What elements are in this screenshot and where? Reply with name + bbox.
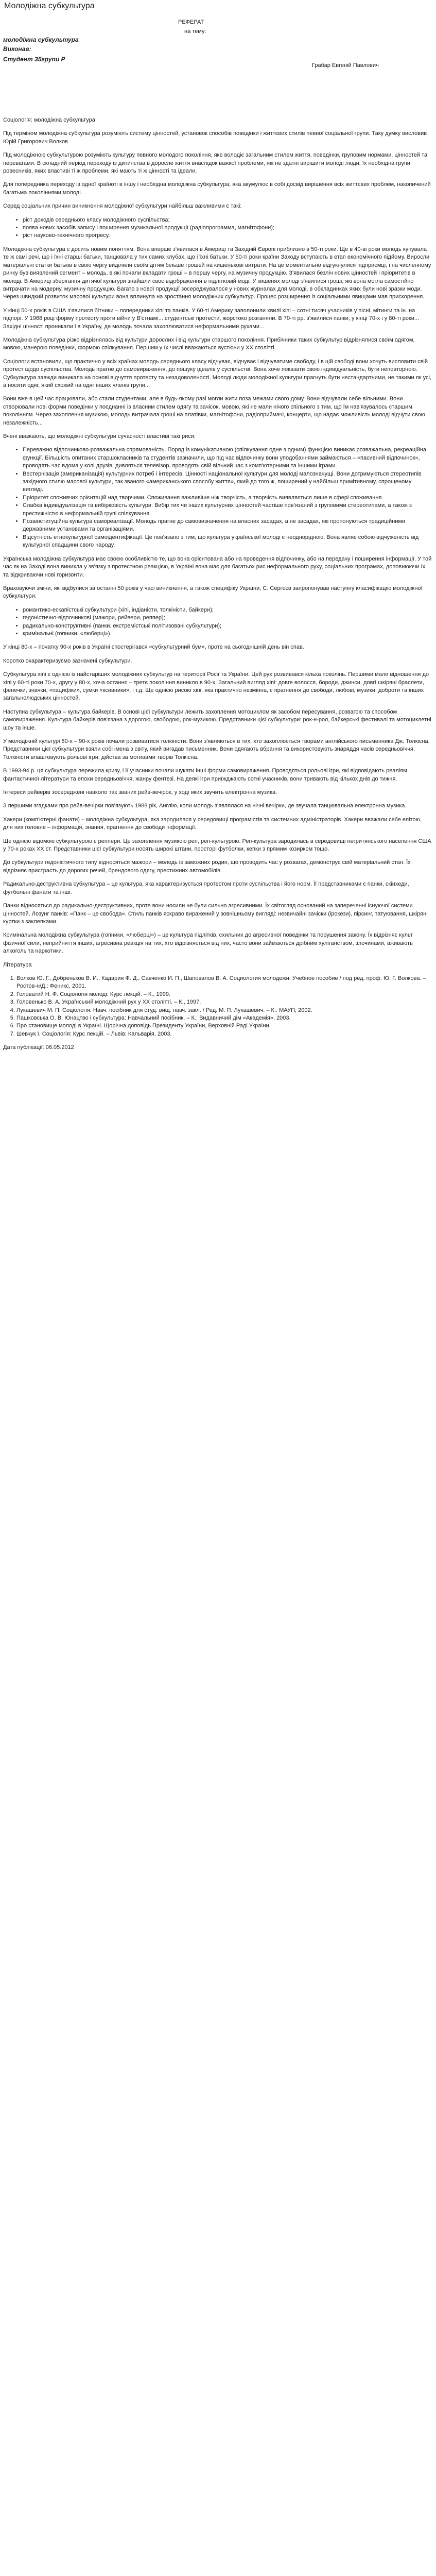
ref-label: РЕФЕРАТ bbox=[178, 19, 204, 25]
paragraph: Серед соціальних причин виникнення молодіжної субкультури найбільш важливими є такі: bbox=[3, 203, 242, 210]
paragraph: Молодіжна субкультура є досить новим поняттям. Вона вперше з'явилася в Америці та Західній Європі приблизно в 50-ті роки. Ще в 40-ві роки молодь купувала те ж самі речі, що і їхні старші батьки, танцювала у тих самих клубах, що і їхні батьки. У 50-ті роки країни Заходу вступають в етап економічного підйому. Виросли матеріальні статки батьків в свою чергу виділяли своїм дітям більше грошей на кишенькові витрати. На це моментально відгукнулися підприємці, і на численному ринку був виявлений сегмент – молодь, в які почали вкладати гроші – в першу чергу, на музичну продукцію. З'явилася безліч нових цінностей і пріоритетів в молоді. В Америці зберігання дитячої культури знайшли своє відображення в підлітковій моді. У кишенях молоді з'явилися гроші, які вона могла самостійно витрачати на модерну, музичну продукцію. Багато з нової продукції зосереджувалося у нових журналах для молоді, в обкладинках яких були нові зразки моди. Через швидкий розвиток масової культури вона вплинула на зростання молодіжних субкультур. Процес розширення із соціальними явищами мав прискорення. bbox=[3, 246, 431, 300]
literature-item: 3. Головенько В. А. Український молодіжний рух у ХХ столітті. – К., 1997. bbox=[16, 998, 432, 1006]
student: Студент 35групи Р bbox=[3, 56, 65, 63]
paragraph: Під молодіжною субкультурою розуміють культуру певного молодого покоління, яке володіє загальним стилем життя, поведінки, груповим нормами, цінностей та перевагами. В складний період переходу із дитинства в доросле життя внаслідок важкої проблеми, які не здатні вирішити молоді люди, їх необхідна групи ровесників, яких властиві ті ж проблеми, які мають ті ж цінності та ідеали. bbox=[3, 152, 428, 175]
page-title: Молодіжна субкультура bbox=[4, 2, 95, 10]
literature-item: 6. Про становище молоді в Україні. Щорічна доповідь Президенту України, Верховній Раді України. bbox=[16, 1022, 432, 1030]
paragraph: Ще однією відомою субкультурою є реппери. Це захоплення музикою реп, реп-культурою. Реп-культура зародилась в середовищі негритянського населення США у 70-х роках ХХ ст. Представники цієї субкультури носять широкі штани, просторі футболки, кепки з прямим козирком тощо. bbox=[3, 838, 431, 853]
list-item: • Переважно відпочинково-розважальна спрямованість. Поряд із комунікативною (спілкування одне з одним) функцією виникає розважальна, рекреаційна функції. Більшість опитаних старшокласників та студентів зазначили, що під час відпочинку вони уподобаннями займаються – «пасивний відпочинок», проводять час вдома у колі друзів, дивляться телевізор, проводять свій вільний час з комп'ютерними та іншими іграми. bbox=[23, 446, 432, 470]
paragraph: Українська молодіжна субкультура має своєю особливістю те, що вона орієнтована або на проведення відпочинку, або на передачу і поширення інформації. У той час як на Заході вона виникла у зв'язку з протестною реакцією, в Україні вона має для багатьох рис неформального руху, соціальних програмах, доповнюючи їх та відкриваючи нові горизонти. bbox=[3, 555, 432, 578]
paragraph: До субкультури гедоністичного типу відносяться мажори – молодь із заможних родин, що проводить час у розвагах, демонструє свій матеріальний стан. Їх відрізняє пристрасть до дорогих речей, брендового одягу, престижних автомобілів. bbox=[3, 859, 411, 874]
literature-heading: Література bbox=[3, 961, 32, 968]
paragraph: Панки відносяться до радикально-деструктивних, проте вони носили не були сильно агресивними. Їх світогляд оснований на запереченні існуючої системи цінностей. Лозунг панків: «Панк – це свобода». Стиль панків яскраво виражений у зовнішньому вигляді: незвичайні зачіски (ірокези), пірсинг, татуювання, шкіряні куртки з заклепками. bbox=[3, 903, 428, 925]
paragraph: Коротко охарактеризуємо зазначені субкультури. bbox=[3, 657, 132, 664]
literature-list bbox=[3, 975, 432, 1038]
paragraph: Під терміном молодіжна субкультура розуміють систему цінностей, установок способів поведінки і життєвих стилів певної соціальної групи. Таку думку висловив Юрій Григорович Волков bbox=[3, 130, 427, 145]
paragraphs-block-2 bbox=[3, 246, 432, 427]
list-item: • поява нових засобів запису і поширення музикальної продукції (радіопрограмма, магнітофони); bbox=[23, 224, 432, 232]
list-item: • гедоністично-відпочинкові (мажори, рейвери, реппер); bbox=[23, 614, 432, 622]
paragraph: Хакери (комп'ютерні фанати) – молодіжна субкультура, яка зародилася у середовищі програмістів та системних адміністраторів. Хакери вважали себе елітою, для них головне – інформація, знання, прагнення до свободи інформації. bbox=[3, 816, 422, 831]
list-item: • романтико-ескапістські субкультури (хіпі, індіаністи, толкіністи, байкери); bbox=[23, 606, 432, 614]
paragraph: Вони вже в цей час працювали, або стали студентами, але в будь-якому разі могли жити поза межами свого дому. Вони відчували себе вільними. Вони створювали нові форми поведінки у поєднанні із власним стилем одягу та зачісок, мовою, які не мали нічого спільного з тим, що їм нав'язувалось старшим поколінням. Через захоплення музикою, молодь витрачала гроші на платівки, магнітофони, радіоприймачі, концерти, що надає можливість молоді відчути свою незалежність... bbox=[3, 396, 425, 426]
paragraph: Соціологи встановили, що практично у всіх країнах молодь середнього класу відчуває, відчуває і відчуватиме свободу, і в цій свободі вони хочуть висловити свій протест щодо суспільства. Молодь прагне до самовираження, до пошуку ідеалів у суспільстві. Вона хоче показати свою індивідуальність, бути неповторною. Субкультура завжди виникала на основі відчуття протесту та незадоволеності. Молоді люди молодіжної культури прагнуть бути нестандартними, не такими як усі, а носити одяг, який схожий на одяг інших членів групи... bbox=[3, 358, 431, 388]
literature-item: 5. Пашковська О. В. Юнацтво і субкультура: Навчальний посібник. – К.: Видавничий дім «Академія», 2003. bbox=[16, 1014, 432, 1022]
paragraph: Радикально-деструктивна субкультура – це культура, яка характеризується протестом проти суспільства і його норм. Її представниками є панки, скінхеди, футбольні фанати та інші. bbox=[3, 881, 409, 895]
paragraph: В 1993-94 р. ця субкультура пережила кризу, і її учасники почали шукати інші форми самовираження. Проводяться рольові ігри, які відповідають реаліям фантастичної літератури та епохи середньовіччя, жанру фентезі. На деякі ігри приїжджають сотні учасників, вони тривають від кількох днів до тижня. bbox=[3, 768, 407, 782]
paragraph: Молодіжна субкультура різко відрізнялась від культури дорослих і від культури старшого покоління. Прибічники таких субкультур відрізнялися своїм одягом, мовою, манерою поведінки, формою спілкування. Першим у їх числі вважаються вустюни у ХХ столітті. bbox=[3, 336, 415, 351]
list-item: • Позаінституційна культура самореалізації. Молодь прагне до самовизначення на власних засадах, а не засадах, які пропонуються традиційними державними установами та організаціями. bbox=[23, 518, 432, 534]
title-block bbox=[3, 19, 432, 116]
features-list bbox=[3, 446, 432, 549]
content bbox=[3, 116, 432, 1052]
list-item: • Слабка індивідуалізація та вибірковість культури. Вибір тих чи інших культурних цінностей частіше пов'язаний з груповими стереотипами, а також з престижністю в неформальній групі спілкування. bbox=[23, 502, 432, 518]
paragraphs-block-1 bbox=[3, 130, 432, 210]
paragraphs-block-4 bbox=[3, 643, 432, 796]
paragraph: У кінці 80-х – початку 90-х років в Україні спостерігався «субкультурний бум», проте на сьогоднішній день він спав. bbox=[3, 644, 304, 651]
paragraph: Враховуючи зміни, які відбулися за останні 50 років у часі виникнення, а також специфіку України, С. Сергєєв запропонував наступну класифікацію молодіжної субкультури: bbox=[3, 585, 423, 600]
list-item: • кримінальні (гопники, «люберці»). bbox=[23, 630, 432, 638]
intro-line: Соціологія: молодіжна субкультура bbox=[3, 117, 95, 123]
paragraph: Субкультура хіпі є однією із найстаріших молодіжних субкультур на території Росії та України. Цей рух розвивався кілька поколінь. Першими мали відношення до хіпі у 60-ті роки 70-х, другу у 80-х, хоча останнє – третє покоління виникло в 90-х. Загальний вигляд хіпі: довге волосся, бороди, джинси, довгі шкіряні браслети, фенечки, значки, «пацифіки», сумки «ксивники», і т.д. Ще однією рисою хіпі, яка практично незмінна, є прагнення до свободи, любові, музики, доброти та інших загальнолюдських цінностей. bbox=[3, 671, 429, 702]
paragraphs-block-5 bbox=[3, 802, 432, 955]
publication-date: Дата публікації: 06.05.2012 bbox=[3, 1044, 74, 1051]
paragraphs-block-3 bbox=[3, 555, 432, 601]
causes-list bbox=[3, 216, 432, 240]
literature-item: 7. Шевчук І. Соціологія: Курс лекцій. – Львів: Кальварія, 2003. bbox=[16, 1030, 432, 1038]
list-item: • Вестернізація (американізація) культурних потреб і інтересів. Цінності національної культури для молоді малозначущі. Вони дотримуються стереотипів західного стилю масової культури, так званого «американського способу життя», який до того ж, поширений у найбільш примітивному, спрощеному вигляді. bbox=[23, 470, 432, 494]
list-item: • Пріоритет споживчих орієнтацій над творчими. Споживання важливіше ніж творчість, а творчість виявляється лише в сфері споживання. bbox=[23, 494, 432, 502]
topic: молодіжна субкультура bbox=[3, 36, 79, 43]
features-intro: Вчені вважають, що молодіжні субкультури сучасності властиві такі риси: bbox=[3, 433, 196, 439]
paragraph: Кримінальна молодіжна субкультура (гопники, «люберці») – це культура підлітків, схильних до агресивної поведінки та порушення закону. Їх відрізняє культ фізичної сили, неприйняття інших, агресивна реакція на тих, хто відрізняється від них, часто вони займаються дрібним хуліганством, злочинами, вживають алкоголь та наркотики. bbox=[3, 932, 413, 955]
list-item: • Відсутність етнокультурної самоідентифікації. Це пов'язано з тим, що культура української молоді є неоднорідною. Вона являє собою відчуженість від культурної спадщини свого народу. bbox=[23, 534, 432, 550]
list-item: • ріст доходів середнього класу молодіжного суспільства; bbox=[23, 216, 432, 224]
list-item: • радикально-конструктивні (панки, екстремістські політизовані субкультури); bbox=[23, 622, 432, 630]
paragraph: З першими згадками про рейв-вечірки пов'язують 1988 рік, Англію, коли молодь з'являлася на нічні вечірки, де звучала танцювальна електронна музика. bbox=[3, 803, 407, 809]
author: Грабар Евгеній Павлович bbox=[312, 62, 379, 69]
literature-item: 2. Головатий Н. Ф. Соціологія молоді: Курс лекцій. – К., 1999. bbox=[16, 991, 432, 998]
literature-item: 1. Волков Ю. Г., Добреньков В. И., Кадария Ф. Д., Савченко И. П., Шаповалов В. А. Социология молодежи: Учебное пособие / под ред. проф. Ю. Г. Волкова. – Ростов-н/Д.: Феникс, 2001. bbox=[16, 975, 432, 991]
paragraph: Наступна субкультура – культура байкерів. В основі цієї субкультури лежить захоплення мотоциклом як засобом пересування, розвагою та способом самовираження. Культура байкерів пов'язана з дорогою, свободою, рок-музикою. Представники цієї субкультури: рок-н-рол, байкерські фестивалі та мотоциклетні шоу та інше. bbox=[3, 708, 431, 731]
performed-label: Виконав: bbox=[3, 45, 31, 53]
paragraph: У кінці 50-х років в США з'явилися бітники – попередники хіпі та панків. У 60-ті Америку заполонили хвилі хіпі – сотні тисяч учасників у пісні, мітинги та ін. на підпорі. У 1968 році форму протесту проти війни у В'єтнамі... студентські протести, жорстоко розганяли. В 70-ті рр. з'явилися панки, у кінці 70-х і у 80-ті роки... Західні цінності проникали і в Україну, де молодь почала захоплюватися неформальними рухами... bbox=[3, 307, 420, 330]
literature-item: 4. Лукашевич М. П. Соціологія: Навч. посібник для студ. вищ. навч. закл. / Ред. М. П. Лукашевич. – К.: МАУП, 2002. bbox=[16, 1007, 432, 1014]
paragraph: Для попередника переходу із одної країноті в іншу і необхідна молодіжна субкультура, яка акумулює в собі досвід вирішення всіх життєвих проблем, накопичений багатьма поколіннями молоді. bbox=[3, 181, 431, 196]
list-item: • ріст науково-технічного прогресу. bbox=[23, 232, 432, 240]
page bbox=[0, 1, 436, 1052]
topic-label: на тему: bbox=[184, 28, 206, 35]
classification-list bbox=[3, 606, 432, 638]
paragraph: Інтереси рейверів зосереджені навколо так званих рейв-вечірок, у ході яких звучить електронна музика. bbox=[3, 789, 277, 796]
paragraph: У молодіжній культурі 80-х – 90-х років почали розвиватися толкіністи. Вони з'являються в тих, хто захоплюється творами англійського письменника Дж. Толкієна. Представники цієї субкультури взяли собі імена з світу, який вигадав письменник. Вони одягають вбрання та використовують знаряддя часів середньовіччя. Толкіністи влаштовують рольові ігри, дійства за мотивами творів Толкієна. bbox=[3, 738, 430, 760]
